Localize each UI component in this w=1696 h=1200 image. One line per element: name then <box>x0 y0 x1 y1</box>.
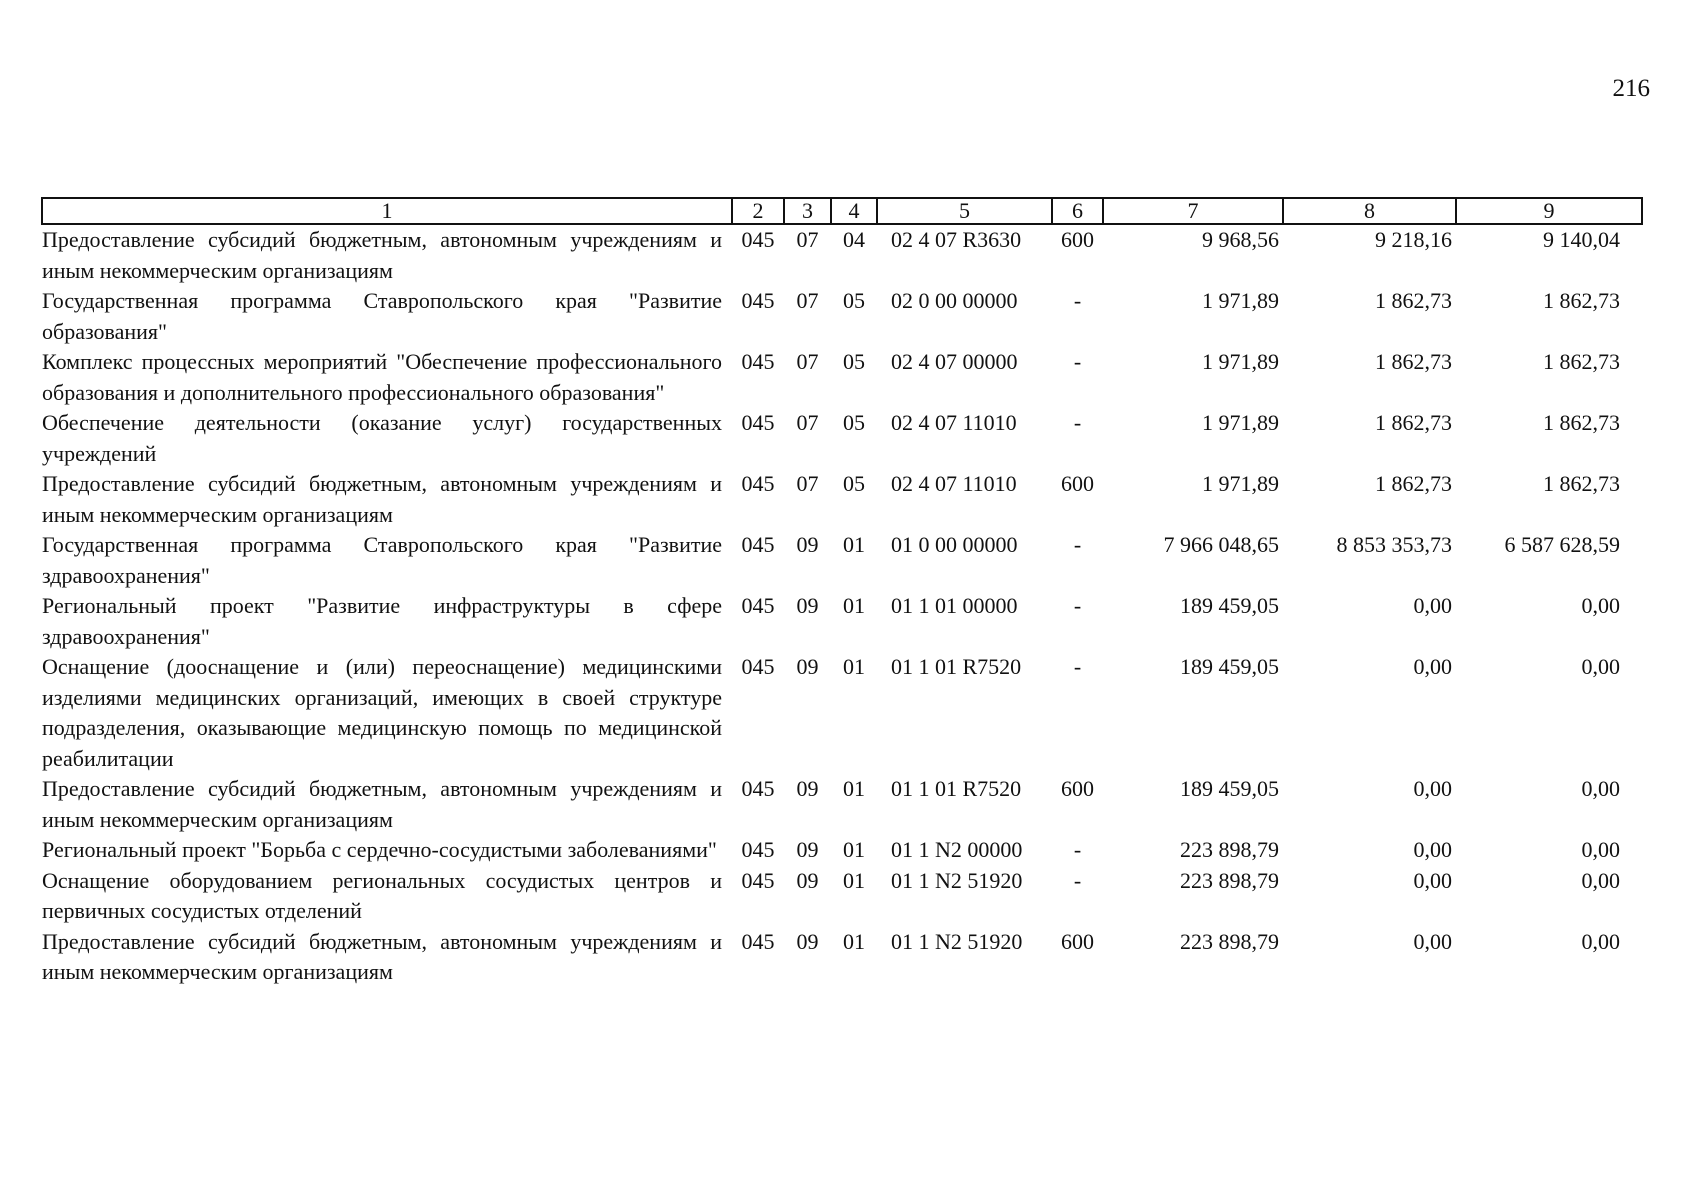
header-col-6: 6 <box>1052 198 1103 224</box>
row-grbs: 045 <box>741 227 775 252</box>
row-section: 09 <box>796 928 819 954</box>
row-target-code: 02 0 00 00000 <box>891 288 1018 313</box>
row-amount-1: 1 971,89 <box>1202 471 1279 496</box>
row-amount-2: 0,00 <box>1413 867 1452 893</box>
row-expense-type: 600 <box>1061 776 1094 801</box>
row-expense-type: 600 <box>1061 471 1094 496</box>
table-row <box>42 927 1642 988</box>
row-amount-1: 223 898,79 <box>1180 867 1279 893</box>
row-amount-1: 223 898,79 <box>1180 928 1279 954</box>
row-amount-2: 1 862,73 <box>1375 288 1452 313</box>
row-expense-type: - <box>1073 593 1082 618</box>
row-amount-3: 1 862,73 <box>1543 288 1620 313</box>
row-section: 07 <box>796 227 819 252</box>
row-description: Государственная программа Ставропольского края "Развитие здравоохранения" <box>42 532 722 588</box>
row-section: 09 <box>796 776 819 801</box>
row-description: Оснащение (дооснащение и (или) переоснащение) медицинскими изделиями медицинских организаций, имеющих в своей структуре подразделения, оказывающие медицинскую помощь по медицинской реабилитации <box>42 654 722 771</box>
row-target-code: 02 4 07 11010 <box>891 471 1017 496</box>
row-amount-3: 0,00 <box>1581 654 1620 679</box>
row-grbs: 045 <box>741 532 775 557</box>
header-row <box>42 198 1642 224</box>
row-amount-2: 0,00 <box>1413 654 1452 679</box>
page-number: 216 <box>1612 75 1650 102</box>
row-subsection: 01 <box>843 867 865 893</box>
row-amount-1: 9 968,56 <box>1202 227 1279 252</box>
row-expense-type: - <box>1073 837 1082 862</box>
header-col-2: 2 <box>732 198 784 224</box>
row-subsection: 05 <box>843 410 865 435</box>
row-section: 07 <box>796 410 819 435</box>
row-grbs: 045 <box>741 867 775 893</box>
row-amount-1: 223 898,79 <box>1180 837 1279 862</box>
table-row <box>42 224 1642 286</box>
row-expense-type: 600 <box>1061 928 1094 954</box>
row-amount-1: 7 966 048,65 <box>1163 532 1279 557</box>
row-grbs: 045 <box>741 471 775 496</box>
row-section: 09 <box>796 837 819 862</box>
row-expense-type: 600 <box>1061 227 1094 252</box>
header-col-5: 5 <box>877 198 1052 224</box>
row-subsection: 05 <box>843 471 865 496</box>
row-subsection: 05 <box>843 288 865 313</box>
row-target-code: 02 4 07 00000 <box>891 349 1018 374</box>
row-amount-3: 0,00 <box>1581 867 1620 893</box>
table-row <box>42 591 1642 652</box>
row-subsection: 01 <box>843 654 865 679</box>
header-col-4: 4 <box>831 198 877 224</box>
row-grbs: 045 <box>741 288 775 313</box>
row-target-code: 01 0 00 00000 <box>891 532 1018 557</box>
row-section: 07 <box>796 471 819 496</box>
header-col-8: 8 <box>1283 198 1456 224</box>
row-section: 09 <box>796 532 819 557</box>
table-row <box>42 652 1642 774</box>
row-expense-type: - <box>1073 288 1082 313</box>
row-amount-2: 0,00 <box>1413 776 1452 801</box>
budget-table <box>41 197 1643 988</box>
table-row <box>42 530 1642 591</box>
row-target-code: 02 4 07 11010 <box>891 410 1017 435</box>
row-description: Предоставление субсидий бюджетным, автономным учреждениям и иным некоммерческим организациям <box>42 471 722 527</box>
row-target-code: 01 1 N2 51920 <box>891 928 1023 954</box>
row-description: Оснащение оборудованием региональных сосудистых центров и первичных сосудистых отделений <box>42 867 722 923</box>
row-amount-2: 9 218,16 <box>1375 227 1452 252</box>
row-amount-3: 9 140,04 <box>1543 227 1620 252</box>
row-grbs: 045 <box>741 593 775 618</box>
table-row <box>42 866 1642 927</box>
row-target-code: 01 1 N2 00000 <box>891 837 1023 862</box>
row-expense-type: - <box>1073 532 1082 557</box>
budget-table-container <box>41 197 1641 988</box>
row-amount-3: 1 862,73 <box>1543 349 1620 374</box>
row-amount-3: 0,00 <box>1581 837 1620 862</box>
table-row <box>42 408 1642 469</box>
row-subsection: 01 <box>843 593 865 618</box>
row-amount-2: 0,00 <box>1413 837 1452 862</box>
row-amount-1: 1 971,89 <box>1202 349 1279 374</box>
header-col-1: 1 <box>42 198 732 224</box>
row-amount-3: 0,00 <box>1581 593 1620 618</box>
table-row <box>42 835 1642 866</box>
row-amount-1: 1 971,89 <box>1202 288 1279 313</box>
row-grbs: 045 <box>741 349 775 374</box>
row-amount-1: 189 459,05 <box>1180 776 1279 801</box>
header-col-9: 9 <box>1456 198 1642 224</box>
row-description: Государственная программа Ставропольского края "Развитие образования" <box>42 288 722 344</box>
row-target-code: 01 1 01 00000 <box>891 593 1018 618</box>
row-description: Региональный проект "Развитие инфраструктуры в сфере здравоохранения" <box>42 593 722 649</box>
row-description: Предоставление субсидий бюджетным, автономным учреждениям и иным некоммерческим организациям <box>42 928 722 984</box>
row-amount-2: 1 862,73 <box>1375 410 1452 435</box>
row-description: Обеспечение деятельности (оказание услуг) государственных учреждений <box>42 410 722 466</box>
header-col-7: 7 <box>1103 198 1283 224</box>
row-amount-1: 189 459,05 <box>1180 654 1279 679</box>
row-subsection: 01 <box>843 928 865 954</box>
row-grbs: 045 <box>741 410 775 435</box>
row-amount-2: 8 853 353,73 <box>1336 532 1452 557</box>
row-grbs: 045 <box>741 837 775 862</box>
row-section: 09 <box>796 867 819 893</box>
row-expense-type: - <box>1073 349 1082 374</box>
row-subsection: 05 <box>843 349 865 374</box>
row-amount-3: 6 587 628,59 <box>1504 532 1620 557</box>
row-amount-3: 1 862,73 <box>1543 471 1620 496</box>
row-section: 09 <box>796 654 819 679</box>
row-grbs: 045 <box>741 928 775 954</box>
row-subsection: 04 <box>843 227 865 252</box>
row-amount-3: 0,00 <box>1581 928 1620 954</box>
row-expense-type: - <box>1073 867 1082 893</box>
table-body <box>42 224 1642 988</box>
row-amount-2: 0,00 <box>1413 593 1452 618</box>
row-expense-type: - <box>1073 410 1082 435</box>
row-section: 07 <box>796 288 819 313</box>
row-amount-1: 1 971,89 <box>1202 410 1279 435</box>
row-grbs: 045 <box>741 654 775 679</box>
row-subsection: 01 <box>843 532 865 557</box>
row-subsection: 01 <box>843 837 865 862</box>
table-row <box>42 347 1642 408</box>
table-row <box>42 469 1642 530</box>
row-section: 07 <box>796 349 819 374</box>
row-description: Предоставление субсидий бюджетным, автономным учреждениям и иным некоммерческим организациям <box>42 776 722 832</box>
row-target-code: 02 4 07 R3630 <box>891 227 1022 252</box>
table-header <box>42 198 1642 224</box>
table-row <box>42 774 1642 835</box>
row-description: Комплекс процессных мероприятий "Обеспечение профессионального образования и дополнительного профессионального образования" <box>42 349 722 405</box>
row-amount-3: 1 862,73 <box>1543 410 1620 435</box>
row-amount-2: 0,00 <box>1413 928 1452 954</box>
row-amount-2: 1 862,73 <box>1375 471 1452 496</box>
row-target-code: 01 1 01 R7520 <box>891 654 1022 679</box>
row-target-code: 01 1 01 R7520 <box>891 776 1022 801</box>
row-description: Региональный проект "Борьба с сердечно-сосудистыми заболеваниями" <box>42 837 717 862</box>
row-expense-type: - <box>1073 654 1082 679</box>
row-section: 09 <box>796 593 819 618</box>
row-subsection: 01 <box>843 776 865 801</box>
row-amount-2: 1 862,73 <box>1375 349 1452 374</box>
row-amount-1: 189 459,05 <box>1180 593 1279 618</box>
row-amount-3: 0,00 <box>1581 776 1620 801</box>
row-target-code: 01 1 N2 51920 <box>891 867 1023 893</box>
row-grbs: 045 <box>741 776 775 801</box>
row-description: Предоставление субсидий бюджетным, автономным учреждениям и иным некоммерческим организациям <box>42 227 722 283</box>
header-col-3: 3 <box>784 198 831 224</box>
table-row <box>42 286 1642 347</box>
